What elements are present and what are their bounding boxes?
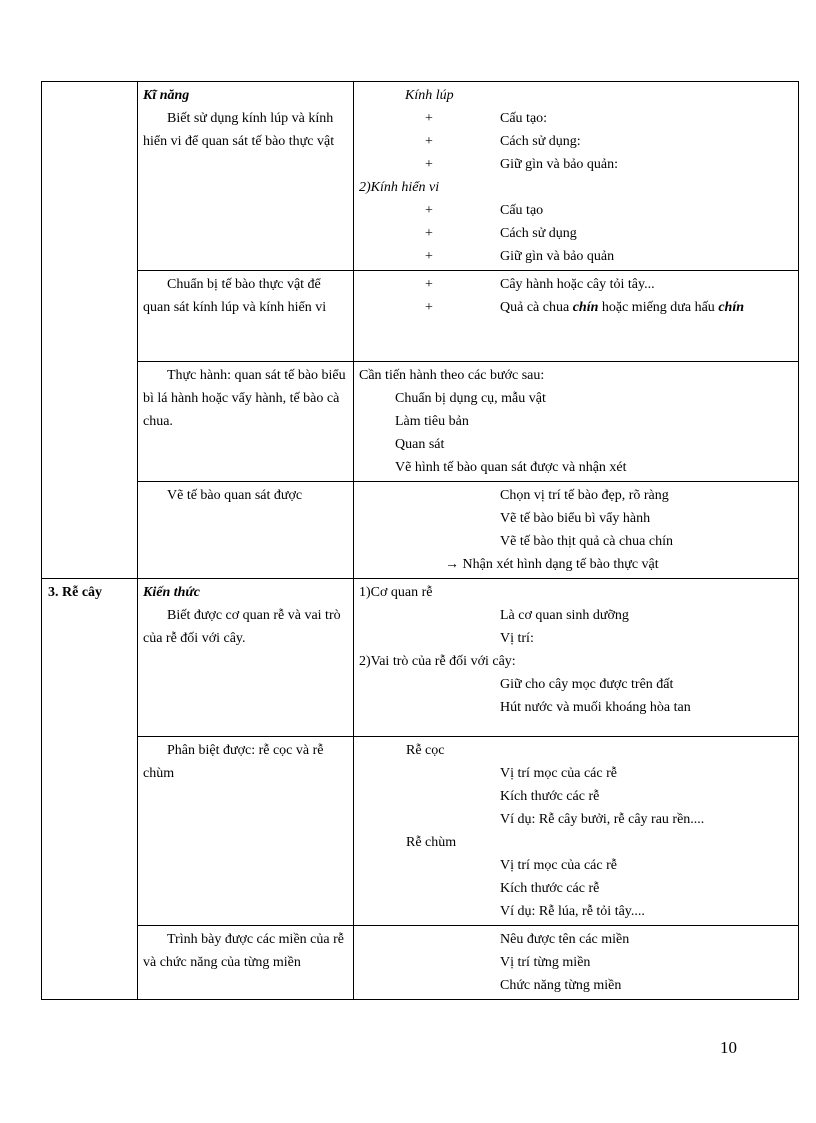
table-row — [42, 362, 799, 482]
list-item: Vị trí mọc của các rễ — [500, 858, 617, 873]
requirement-cell — [138, 362, 354, 482]
topic-title: 3. Rễ cây — [48, 585, 103, 600]
list-item: Cây hành hoặc cây tỏi tây... — [500, 277, 655, 292]
list-item: Làm tiêu bản — [395, 414, 469, 429]
requirement-text: Phân biệt được: rễ cọc và rễ chùm — [143, 743, 324, 781]
requirement-cell — [138, 482, 354, 579]
list-item: Nêu được tên các miền — [500, 932, 630, 947]
content-cell — [354, 482, 799, 579]
content-table — [41, 81, 799, 1000]
content-cell — [354, 362, 799, 482]
table-row — [42, 579, 799, 737]
table-row — [42, 926, 799, 1000]
plus-marker: + — [425, 226, 433, 241]
list-item: Chuẩn bị dụng cụ, mẫu vật — [395, 391, 546, 406]
table-row — [42, 737, 799, 926]
list-item: Vẽ tế bào thịt quả cà chua chín — [500, 534, 673, 549]
list-item: Cấu tạo: — [500, 111, 548, 126]
list-item: Vẽ tế bào biểu bì vẩy hành — [500, 511, 651, 526]
emphasis-text: chín — [572, 300, 599, 315]
list-item — [500, 296, 744, 319]
list-item: Kích thước các rễ — [500, 789, 600, 804]
plus-marker: + — [425, 111, 433, 126]
item-text: hoặc miếng dưa hấu — [601, 300, 715, 315]
list-item: Là cơ quan sinh dưỡng — [500, 608, 629, 623]
requirement-cell — [138, 926, 354, 1000]
content-cell — [354, 579, 799, 737]
list-item: Vị trí: — [500, 631, 534, 646]
group-label: Rễ chùm — [406, 835, 457, 850]
group-label: Rễ cọc — [406, 743, 445, 758]
content-cell — [354, 82, 799, 271]
list-item: Vị trí mọc của các rễ — [500, 766, 617, 781]
list-item: Chọn vị trí tế bào đẹp, rõ ràng — [500, 488, 669, 503]
plus-marker: + — [425, 277, 433, 292]
list-item: Kích thước các rễ — [500, 881, 600, 896]
list-item: Hút nước và muối khoáng hòa tan — [500, 700, 691, 715]
requirement-cell — [138, 82, 354, 271]
table-row — [42, 271, 799, 362]
requirement-text: Biết được cơ quan rễ và vai trò của rễ đối với cây. — [143, 608, 341, 646]
list-item: Ví dụ: Rễ cây bưởi, rễ cây rau rền.... — [500, 812, 705, 827]
table-row — [42, 482, 799, 579]
list-item: Giữ cho cây mọc được trên đất — [500, 677, 674, 692]
section-heading: Kĩ năng — [143, 88, 190, 103]
content-title: Kính lúp — [405, 88, 454, 103]
content-cell — [354, 926, 799, 1000]
conclusion-text: Nhận xét hình dạng tế bào thực vật — [462, 557, 659, 572]
list-item: Cấu tạo — [500, 203, 544, 218]
plus-marker: + — [425, 300, 433, 315]
section-heading: Kiến thức — [143, 585, 201, 600]
topic-cell-empty — [42, 82, 138, 579]
plus-marker: + — [425, 157, 433, 172]
requirement-cell — [138, 737, 354, 926]
plus-marker: + — [425, 134, 433, 149]
list-item: Chức năng từng miền — [500, 978, 622, 993]
list-item: Cách sử dụng — [500, 226, 577, 241]
list-item: Quan sát — [395, 437, 445, 452]
content-title: 2)Vai trò của rễ đối với cây: — [359, 654, 516, 669]
content-title: 1)Cơ quan rễ — [359, 585, 433, 600]
requirement-cell — [138, 579, 354, 737]
list-item: Giữ gìn và bảo quản — [500, 249, 615, 264]
steps-intro: Cần tiến hành theo các bước sau: — [359, 368, 545, 383]
requirement-text: Trình bày được các miền của rễ và chức năng của từng miền — [143, 932, 344, 970]
item-text: Quả cà chua — [500, 300, 570, 315]
content-title: 2)Kính hiển vi — [359, 180, 440, 195]
requirement-text: Biết sử dụng kính lúp và kính hiển vi để quan sát tế bào thực vật — [143, 111, 335, 149]
requirement-text: Chuẩn bị tế bào thực vật để quan sát kính lúp và kính hiển vi — [143, 277, 327, 315]
content-cell — [354, 737, 799, 926]
arrow-right-icon: → — [445, 557, 459, 572]
list-item: Vị trí từng miền — [500, 955, 591, 970]
requirement-text: Vẽ tế bào quan sát được — [167, 488, 303, 503]
page-number: 10 — [720, 1038, 737, 1057]
emphasis-text: chín — [718, 300, 744, 315]
list-item: Ví dụ: Rễ lúa, rễ tỏi tây.... — [500, 904, 645, 919]
plus-marker: + — [425, 249, 433, 264]
table-row — [42, 82, 799, 271]
requirement-text: Thực hành: quan sát tế bào biểu bì lá hành hoặc vẩy hành, tế bào cà chua. — [143, 368, 346, 429]
list-item: Vẽ hình tế bào quan sát được và nhận xét — [395, 460, 627, 475]
content-cell — [354, 271, 799, 362]
requirement-cell — [138, 271, 354, 362]
topic-cell — [42, 579, 138, 1000]
list-item: Cách sử dụng: — [500, 134, 581, 149]
list-item: Giữ gìn và bảo quản: — [500, 157, 619, 172]
plus-marker: + — [425, 203, 433, 218]
